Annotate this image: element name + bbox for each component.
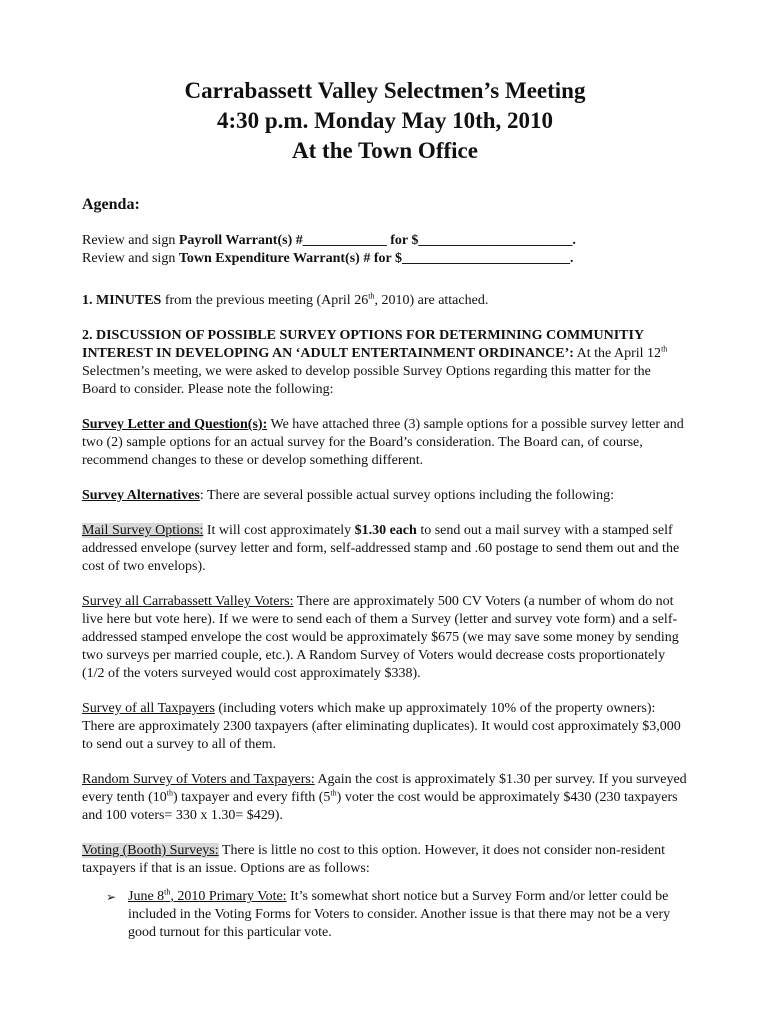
random-survey-text-a: Again the cost is approximately $1.30 per survey. If you surveyed every tenth (10 bbox=[82, 772, 687, 805]
survey-taxpayers-label: Survey of all Taxpayers bbox=[82, 701, 215, 716]
random-survey-sup-2: th bbox=[330, 788, 337, 798]
primary-vote-label-b: , 2010 Primary Vote: bbox=[170, 889, 287, 904]
primary-vote-sup: th bbox=[164, 887, 171, 897]
title-line-3: At the Town Office bbox=[292, 138, 478, 163]
survey-letter-text: We have attached three (3) sample options for a possible survey letter and two (2) sample options for an actual survey for the Board’s consideration. The Board can, of course, recommend changes to these or develop something different. bbox=[82, 417, 684, 468]
primary-vote-description: It’s somewhat short notice but a Survey Form and/or letter could be included in the Voting Forms for Voters to consider. Another issue is that there may not be a very good turnout for this particular vote. bbox=[128, 889, 671, 940]
minutes-text-b: , 2010) are attached. bbox=[374, 293, 489, 308]
discussion-heading: 2. DISCUSSION OF POSSIBLE SURVEY OPTIONS FOR DETERMINING COMMUNITIY INTEREST IN DEVELOPING AN ‘ADULT ENTERTAINMENT ORDINANCE’: bbox=[82, 328, 644, 361]
title-line-2: 4:30 p.m. Monday May 10th, 2010 bbox=[216, 108, 554, 133]
minutes-text-a: from the previous meeting (April 26 bbox=[161, 293, 369, 308]
primary-vote-label-a: June 8 bbox=[128, 889, 165, 904]
survey-letter-label: Survey Letter and Question(s): bbox=[82, 417, 268, 432]
payroll-warrant-line bbox=[82, 232, 688, 250]
discussion-text-a: At the April 12 bbox=[573, 346, 662, 361]
item-discussion bbox=[82, 327, 688, 399]
discussion-text-b: Selectmen’s meeting, we were asked to develop possible Survey Options regarding this matter for the Board to consider. Please note the following: bbox=[82, 364, 651, 397]
survey-voters-label: Survey all Carrabassett Valley Voters: bbox=[82, 594, 294, 609]
primary-vote-label bbox=[128, 889, 287, 904]
arrow-bullet-icon: ➢ bbox=[106, 890, 117, 904]
random-survey-sup-1: th bbox=[166, 788, 173, 798]
bullet-primary-vote bbox=[82, 888, 688, 942]
booth-survey-label: Voting (Booth) Surveys: bbox=[82, 843, 219, 858]
payroll-warrant-text: Payroll Warrant(s) #____________ for $______________________. bbox=[178, 233, 576, 248]
survey-taxpayers-paragraph bbox=[82, 700, 688, 754]
expenditure-warrant-text: Town Expenditure Warrant(s) # for $________________________. bbox=[178, 251, 574, 266]
bullet-primary-vote-text bbox=[128, 888, 688, 942]
survey-alternatives-text: : There are several possible actual survey options including the following: bbox=[199, 488, 615, 503]
random-survey-paragraph bbox=[82, 771, 688, 825]
random-survey-text-c: ) voter the cost would be approximately $430 (230 taxpayers and 100 voters= 330 x 1.30= $429). bbox=[82, 790, 678, 823]
expenditure-prefix: Review and sign bbox=[82, 251, 179, 266]
random-survey-text-b: ) taxpayer and every fifth (5 bbox=[172, 790, 331, 805]
minutes-heading: 1. MINUTES bbox=[82, 293, 162, 308]
survey-taxpayers-text: (including voters which make up approximately 10% of the property owners): There are approximately 2300 taxpayers (after eliminating duplicates). It would cost approximately $3,000 to send out a survey to all of them. bbox=[82, 701, 681, 752]
survey-alternatives-paragraph bbox=[82, 487, 688, 505]
booth-survey-paragraph bbox=[82, 842, 688, 878]
payroll-prefix: Review and sign bbox=[82, 233, 179, 248]
survey-letter-paragraph bbox=[82, 416, 688, 470]
agenda-label: Agenda: bbox=[82, 196, 140, 213]
random-survey-label: Random Survey of Voters and Taxpayers: bbox=[82, 772, 315, 787]
expenditure-warrant-line bbox=[82, 250, 688, 268]
survey-alternatives-label: Survey Alternatives bbox=[82, 488, 200, 503]
title-line-1: Carrabassett Valley Selectmen’s Meeting bbox=[184, 78, 586, 103]
booth-survey-text: There is little no cost to this option. However, it does not consider non-resident taxpayers if that is an issue. Options are as follows: bbox=[82, 843, 665, 876]
mail-survey-cost: $1.30 each bbox=[354, 523, 417, 538]
discussion-sup: th bbox=[661, 344, 668, 354]
minutes-sup: th bbox=[368, 291, 375, 301]
mail-survey-text-a: It will cost approximately bbox=[203, 523, 355, 538]
survey-voters-text: There are approximately 500 CV Voters (a number of whom do not live here but vote here). If we were to send each of them a Survey (letter and survey vote form) and a self-addressed stamped envelope the cost would be approximately $675 (we may save some money by sending two surveys per married couple, etc.). A Random Survey of Voters would decrease costs proportionately (1/2 of the voters surveyed would cost approximately $338). bbox=[82, 594, 679, 681]
item-minutes bbox=[82, 292, 688, 310]
mail-survey-text-b: to send out a mail survey with a stamped self addressed envelope (survey letter and form, self-addressed stamp and .60 postage to send them out and the cost of two envelops). bbox=[82, 523, 680, 574]
mail-survey-label: Mail Survey Options: bbox=[82, 523, 204, 538]
mail-survey-paragraph bbox=[82, 522, 688, 576]
survey-voters-paragraph bbox=[82, 593, 688, 683]
